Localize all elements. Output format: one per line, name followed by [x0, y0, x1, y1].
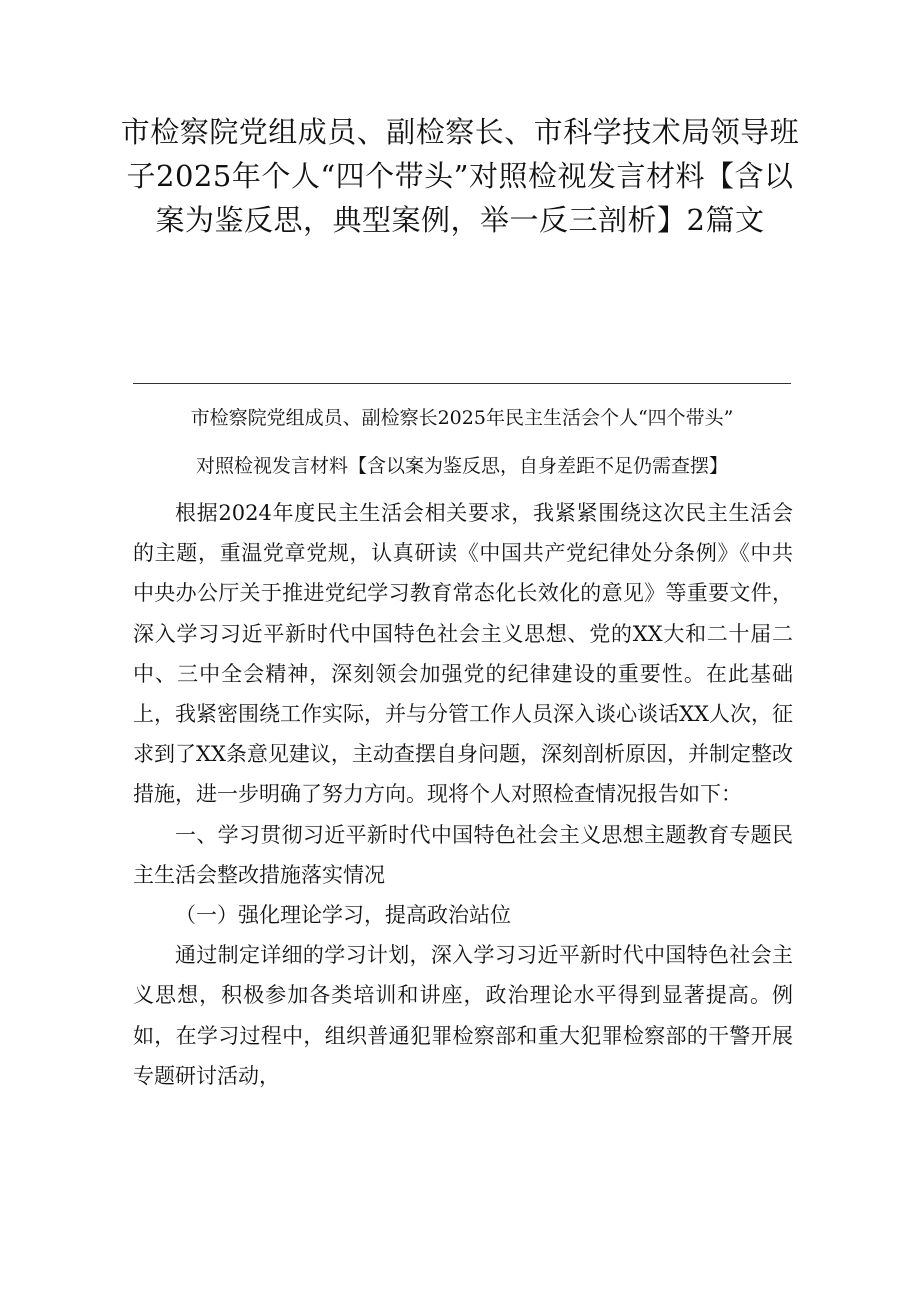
paragraph-study: 通过制定详细的学习计划，深入学习习近平新时代中国特色社会主义思想，积极参加各类培训和讲座，政治理论水平得到显著提高。例如，在学习过程中，组织普通犯罪检察部和重大犯罪检察部的干警开展专题研讨活动，	[133, 943, 793, 1088]
document-title: 市检察院党组成员、副检察长、市科学技术局领导班子2025年个人“四个带头”对照检视发言材料【含以案为鉴反思，典型案例，举一反三剖析】2篇文	[120, 115, 800, 237]
section-heading-line-1: 市检察院党组成员、副检察长2025年民主生活会个人“四个带头”	[190, 407, 734, 429]
section-heading-line-2: 对照检视发言材料【含以案为鉴反思，自身差距不足仍需查摆】	[195, 455, 728, 477]
heading-level-1: 一、学习贯彻习近平新时代中国特色社会主义思想主题教育专题民主生活会整改措施落实情况	[133, 822, 793, 887]
document-body	[133, 493, 793, 1096]
title-divider	[133, 383, 791, 384]
heading-level-2: （一）强化理论学习，提高政治站位	[175, 903, 511, 928]
paragraph-intro: 根据2024年度民主生活会相关要求，我紧紧围绕这次民主生活会的主题，重温党章党规，认真研读《中国共产党纪律处分条例》《中共中央办公厅关于推进党纪学习教育常态化长效化的意见》等重要文件，深入学习习近平新时代中国特色社会主义思想、党的XX大和二十届二中、三中全会精神，深刻领会加强党的纪律建设的重要性。在此基础上，我紧密围绕工作实际，并与分管工作人员深入谈心谈话XX人次，征求到了XX条意见建议，主动查摆自身问题，深刻剖析原因，并制定整改措施，进一步明确了努力方向。现将个人对照检查情况报告如下：	[133, 501, 793, 807]
